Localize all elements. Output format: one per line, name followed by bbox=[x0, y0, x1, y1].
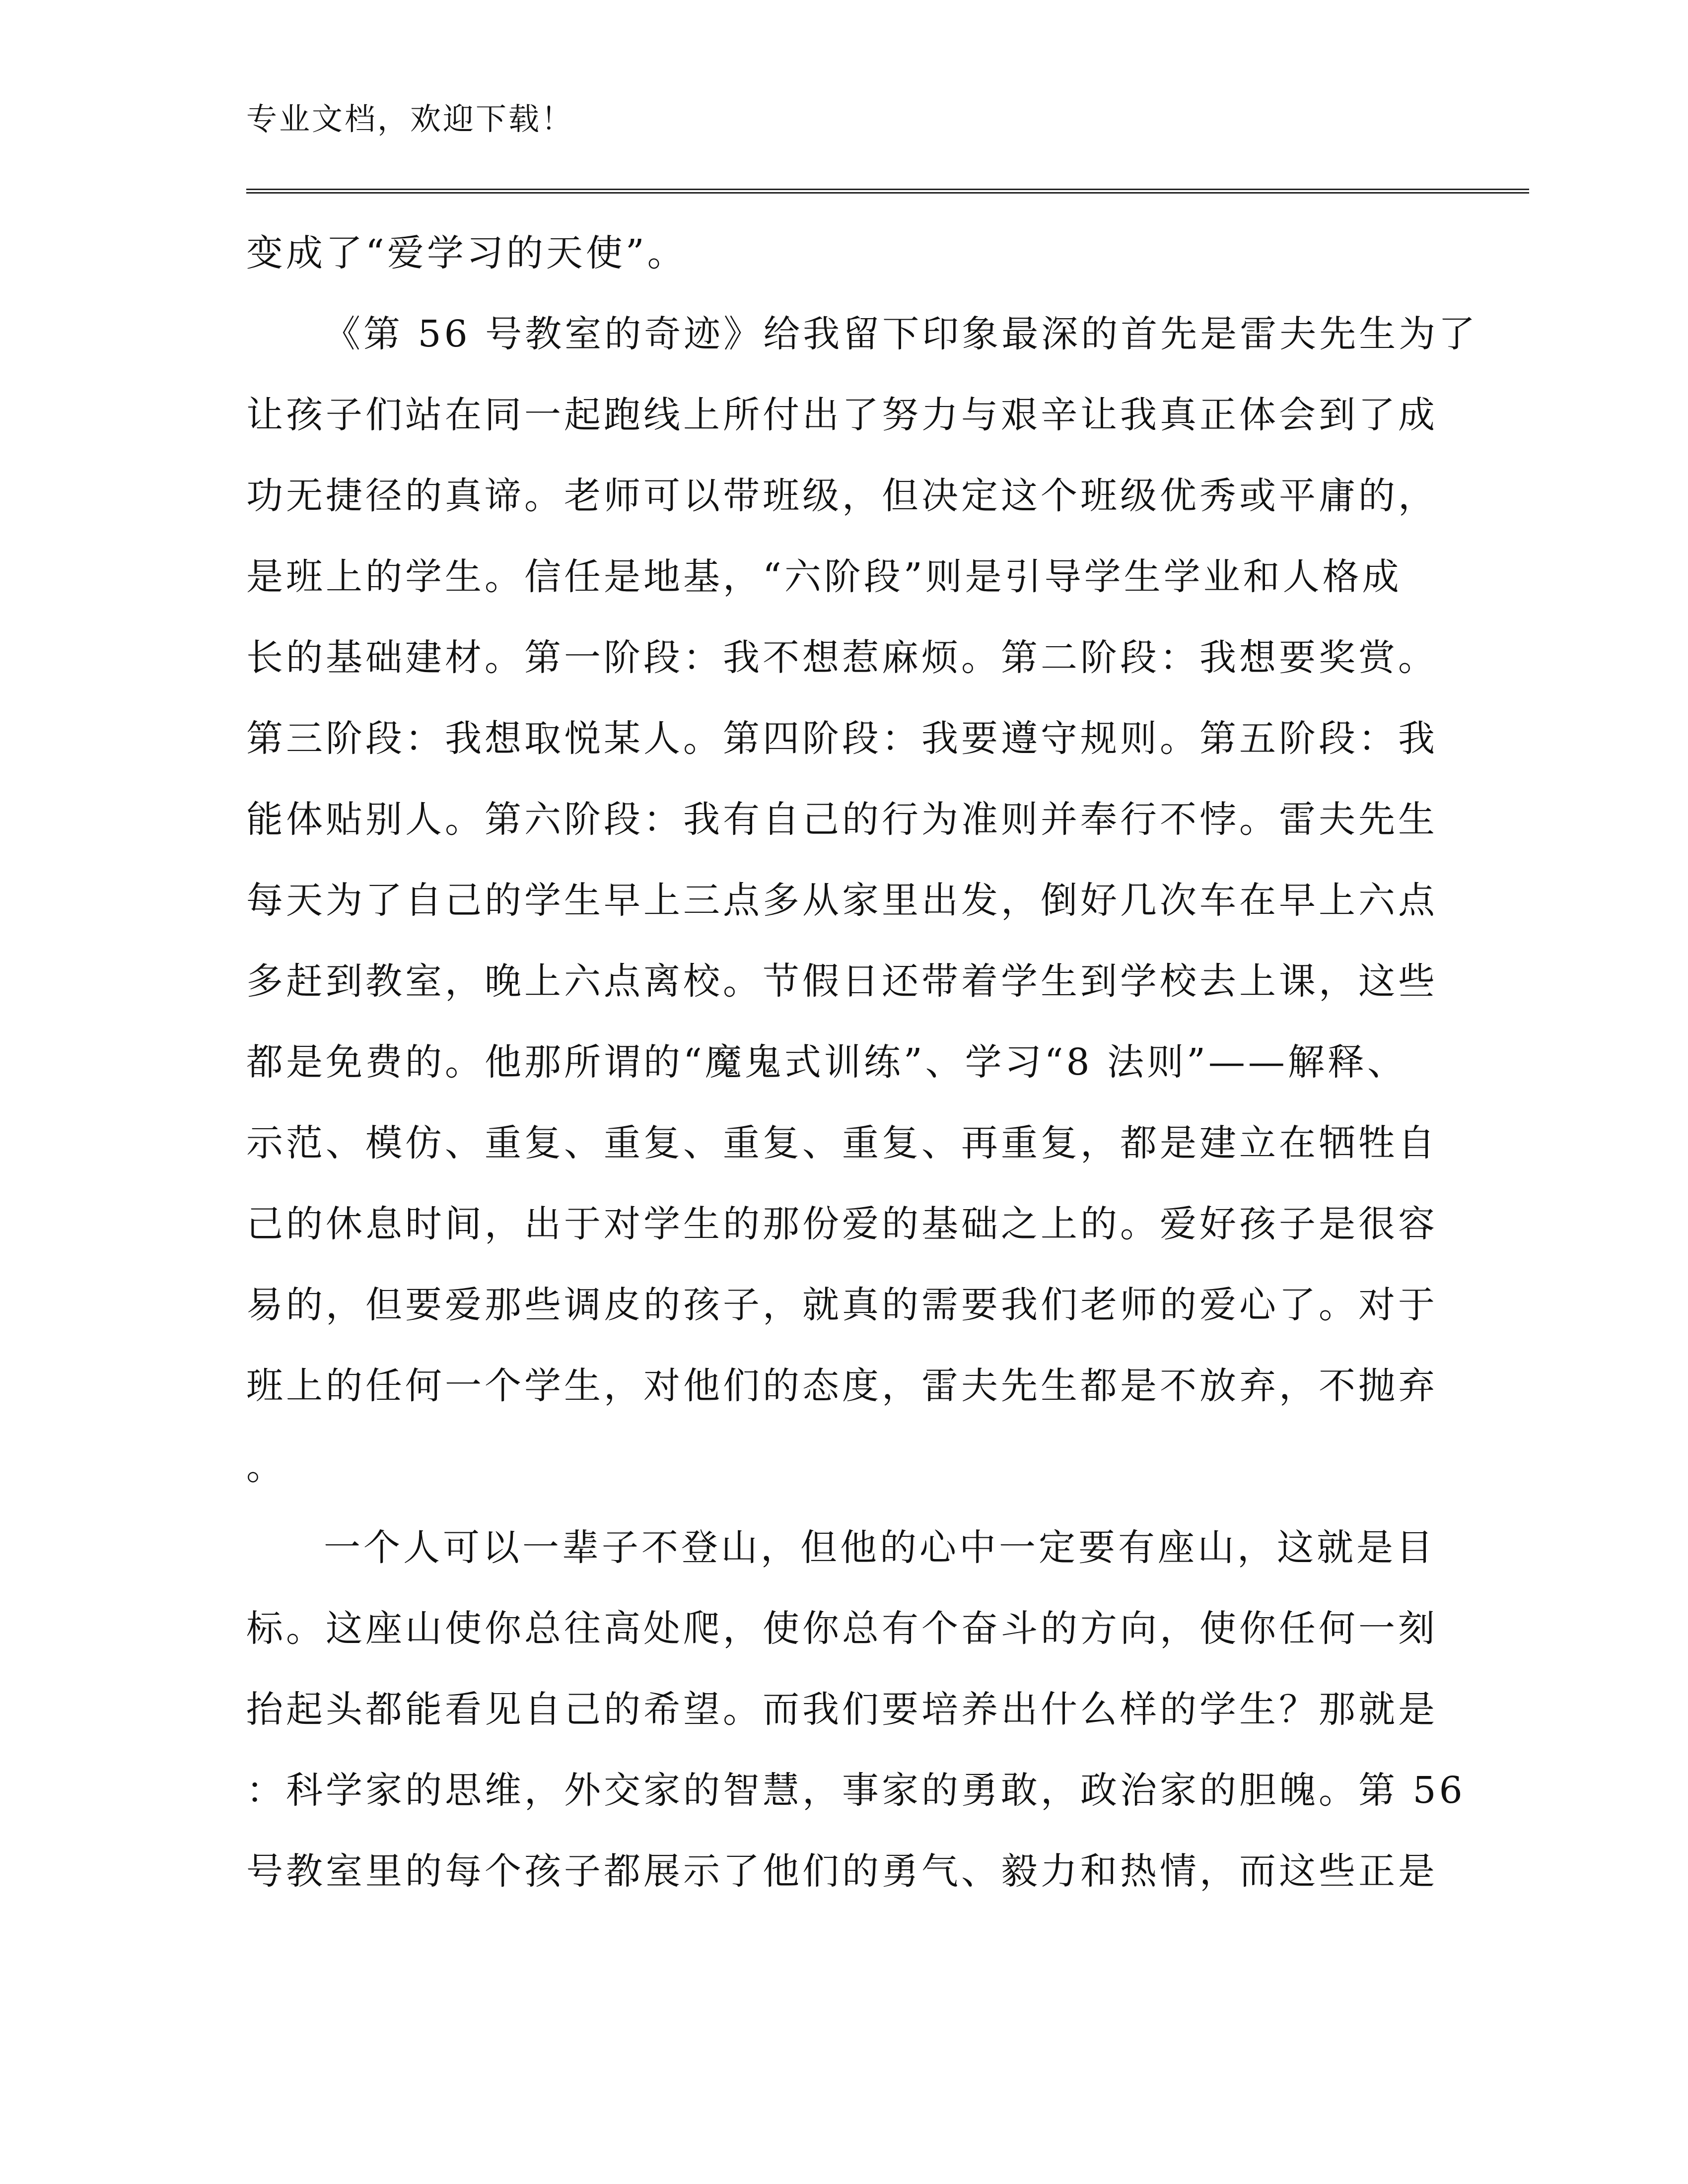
text-line: 能体贴别人。第六阶段：我有自己的行为准则并奉行不悖。雷夫先生 bbox=[246, 798, 1438, 841]
text-line: ：科学家的思维，外交家的智慧，事家的勇敢，政治家的胆魄。第 56 bbox=[246, 1769, 1466, 1812]
text-line: 示范、模仿、重复、重复、重复、重复、再重复，都是建立在牺牲自 bbox=[246, 1122, 1438, 1164]
document-body bbox=[246, 228, 1478, 1927]
text-line: 一个人可以一辈子不登山，但他的心中一定要有座山，这就是目 bbox=[324, 1526, 1436, 1569]
page-header: 专业文档，欢迎下载！ bbox=[246, 101, 574, 137]
text-line: 是班上的学生。信任是地基，“六阶段”则是引导学生学业和人格成 bbox=[246, 555, 1402, 598]
text-line: 抬起头都能看见自己的希望。而我们要培养出什么样的学生？那就是 bbox=[246, 1688, 1438, 1731]
text-line: 长的基础建材。第一阶段：我不想惹麻烦。第二阶段：我想要奖赏。 bbox=[246, 636, 1438, 679]
text-line: 号教室里的每个孩子都展示了他们的勇气、毅力和热情，而这些正是 bbox=[246, 1850, 1438, 1893]
text-line: 《第 56 号教室的奇迹》给我留下印象最深的首先是雷夫先生为了 bbox=[324, 313, 1478, 355]
text-line: 易的，但要爱那些调皮的孩子，就真的需要我们老师的爱心了。对于 bbox=[246, 1284, 1438, 1326]
text-line: 。 bbox=[246, 1445, 286, 1488]
text-line: 第三阶段：我想取悦某人。第四阶段：我要遵守规则。第五阶段：我 bbox=[246, 717, 1438, 760]
text-line: 变成了“爱学习的天使”。 bbox=[246, 232, 687, 274]
text-line: 让孩子们站在同一起跑线上所付出了努力与艰辛让我真正体会到了成 bbox=[246, 394, 1438, 436]
text-line: 都是免费的。他那所谓的“魔鬼式训练”、学习“8 法则”——解释、 bbox=[246, 1041, 1407, 1084]
text-line: 己的休息时间，出于对学生的那份爱的基础之上的。爱好孩子是很容 bbox=[246, 1203, 1438, 1245]
text-line: 班上的任何一个学生，对他们的态度，雷夫先生都是不放弃，不抛弃 bbox=[246, 1365, 1438, 1407]
header-divider bbox=[246, 189, 1529, 194]
text-line: 标。这座山使你总往高处爬，使你总有个奋斗的方向，使你任何一刻 bbox=[246, 1607, 1438, 1650]
text-line: 多赶到教室，晚上六点离校。节假日还带着学生到学校去上课，这些 bbox=[246, 960, 1438, 1003]
text-line: 功无捷径的真谛。老师可以带班级，但决定这个班级优秀或平庸的， bbox=[246, 475, 1438, 517]
text-line: 每天为了自己的学生早上三点多从家里出发，倒好几次车在早上六点 bbox=[246, 879, 1438, 922]
